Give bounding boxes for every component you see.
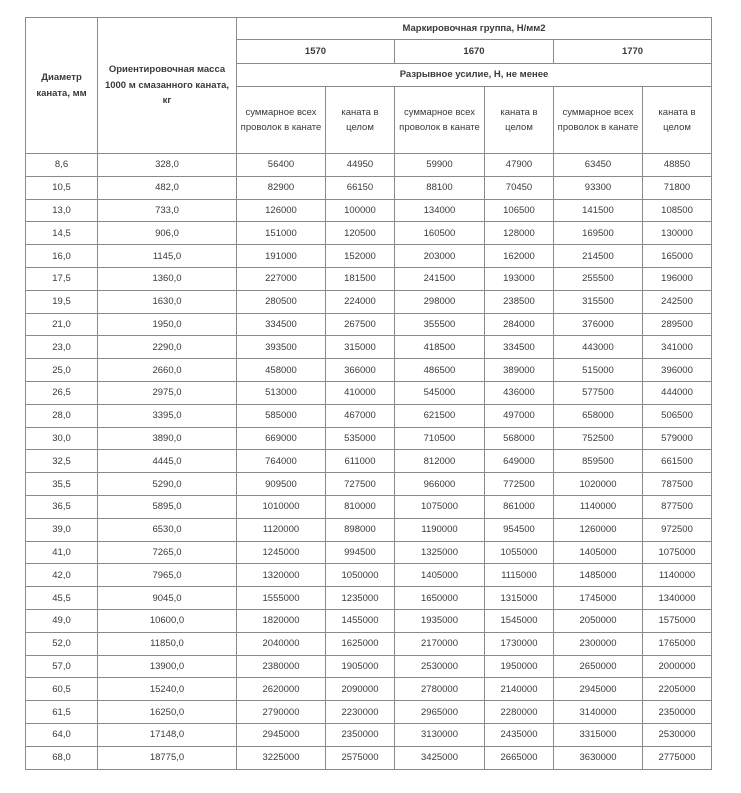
cell-diameter: 45,5: [26, 587, 98, 610]
cell-whole-1570: 2230000: [326, 701, 395, 724]
cell-mass: 10600,0: [98, 609, 237, 632]
cell-whole-1570: 267500: [326, 313, 395, 336]
cell-sum-1770: 255500: [554, 267, 643, 290]
cell-whole-1670: 334500: [485, 336, 554, 359]
cell-diameter: 28,0: [26, 404, 98, 427]
cell-diameter: 32,5: [26, 450, 98, 473]
cell-whole-1570: 898000: [326, 518, 395, 541]
cell-sum-1670: 241500: [395, 267, 485, 290]
cell-sum-1770: 2050000: [554, 609, 643, 632]
cell-whole-1770: 444000: [643, 381, 712, 404]
cell-sum-1670: 621500: [395, 404, 485, 427]
cell-whole-1570: 810000: [326, 495, 395, 518]
cell-diameter: 16,0: [26, 245, 98, 268]
cell-sum-1570: 3225000: [237, 746, 326, 769]
cell-diameter: 57,0: [26, 655, 98, 678]
table-row: [26, 267, 712, 290]
cell-whole-1770: 289500: [643, 313, 712, 336]
cell-sum-1770: 752500: [554, 427, 643, 450]
subheader-whole-rope: каната в целом: [643, 87, 712, 154]
cell-whole-1770: 972500: [643, 518, 712, 541]
subheader-sum-wires: суммарное всех проволок в канате: [395, 87, 485, 154]
table-body: [26, 154, 712, 770]
cell-sum-1670: 418500: [395, 336, 485, 359]
cell-whole-1770: 877500: [643, 495, 712, 518]
rope-specs-table: [25, 17, 712, 770]
cell-diameter: 10,5: [26, 176, 98, 199]
cell-sum-1570: 2620000: [237, 678, 326, 701]
cell-sum-1770: 63450: [554, 154, 643, 177]
cell-sum-1570: 669000: [237, 427, 326, 450]
cell-sum-1770: 577500: [554, 381, 643, 404]
cell-sum-1770: 1260000: [554, 518, 643, 541]
cell-whole-1570: 2575000: [326, 746, 395, 769]
table-row: [26, 678, 712, 701]
cell-whole-1570: 1905000: [326, 655, 395, 678]
cell-sum-1770: 443000: [554, 336, 643, 359]
header-breaking-force: Разрывное усилие, Н, не менее: [237, 64, 712, 87]
cell-mass: 18775,0: [98, 746, 237, 769]
cell-sum-1670: 812000: [395, 450, 485, 473]
cell-whole-1770: 130000: [643, 222, 712, 245]
cell-sum-1570: 1245000: [237, 541, 326, 564]
cell-whole-1670: 2280000: [485, 701, 554, 724]
cell-whole-1770: 1765000: [643, 632, 712, 655]
cell-mass: 9045,0: [98, 587, 237, 610]
table-row: [26, 154, 712, 177]
table-row: [26, 222, 712, 245]
cell-whole-1570: 66150: [326, 176, 395, 199]
cell-diameter: 8,6: [26, 154, 98, 177]
cell-sum-1670: 1650000: [395, 587, 485, 610]
cell-mass: 2290,0: [98, 336, 237, 359]
table-row: [26, 336, 712, 359]
cell-whole-1670: 497000: [485, 404, 554, 427]
cell-sum-1570: 909500: [237, 473, 326, 496]
table-header: [26, 18, 712, 154]
table-row: [26, 427, 712, 450]
table-row: [26, 290, 712, 313]
cell-diameter: 61,5: [26, 701, 98, 724]
cell-whole-1670: 1055000: [485, 541, 554, 564]
cell-sum-1770: 2650000: [554, 655, 643, 678]
cell-sum-1570: 458000: [237, 359, 326, 382]
cell-sum-1570: 151000: [237, 222, 326, 245]
cell-whole-1770: 787500: [643, 473, 712, 496]
subheader-whole-rope: каната в целом: [326, 87, 395, 154]
cell-whole-1770: 242500: [643, 290, 712, 313]
cell-sum-1570: 585000: [237, 404, 326, 427]
cell-sum-1670: 203000: [395, 245, 485, 268]
header-mass: Ориентировочная масса 1000 м смазанного каната, кг: [98, 18, 237, 154]
cell-whole-1770: 1340000: [643, 587, 712, 610]
cell-whole-1570: 535000: [326, 427, 395, 450]
cell-diameter: 42,0: [26, 564, 98, 587]
table-row: [26, 473, 712, 496]
cell-whole-1670: 2665000: [485, 746, 554, 769]
cell-sum-1670: 355500: [395, 313, 485, 336]
cell-whole-1670: 1315000: [485, 587, 554, 610]
cell-sum-1570: 227000: [237, 267, 326, 290]
cell-diameter: 52,0: [26, 632, 98, 655]
cell-sum-1570: 334500: [237, 313, 326, 336]
cell-whole-1570: 727500: [326, 473, 395, 496]
cell-whole-1770: 1140000: [643, 564, 712, 587]
cell-whole-1670: 128000: [485, 222, 554, 245]
table-row: [26, 746, 712, 769]
cell-diameter: 14,5: [26, 222, 98, 245]
cell-sum-1770: 3140000: [554, 701, 643, 724]
cell-sum-1770: 1485000: [554, 564, 643, 587]
cell-mass: 906,0: [98, 222, 237, 245]
header-diameter: Диаметр каната, мм: [26, 18, 98, 154]
cell-whole-1670: 1545000: [485, 609, 554, 632]
cell-whole-1570: 2350000: [326, 723, 395, 746]
cell-sum-1570: 280500: [237, 290, 326, 313]
cell-sum-1670: 298000: [395, 290, 485, 313]
cell-diameter: 19,5: [26, 290, 98, 313]
cell-mass: 1360,0: [98, 267, 237, 290]
cell-whole-1570: 1625000: [326, 632, 395, 655]
cell-diameter: 35,5: [26, 473, 98, 496]
cell-sum-1570: 1120000: [237, 518, 326, 541]
cell-sum-1670: 486500: [395, 359, 485, 382]
cell-sum-1670: 3130000: [395, 723, 485, 746]
cell-sum-1570: 56400: [237, 154, 326, 177]
cell-whole-1770: 2530000: [643, 723, 712, 746]
cell-whole-1570: 181500: [326, 267, 395, 290]
cell-whole-1670: 772500: [485, 473, 554, 496]
header-group-1570: 1570: [237, 40, 395, 64]
cell-sum-1570: 126000: [237, 199, 326, 222]
cell-diameter: 64,0: [26, 723, 98, 746]
cell-diameter: 21,0: [26, 313, 98, 336]
cell-whole-1670: 106500: [485, 199, 554, 222]
cell-diameter: 60,5: [26, 678, 98, 701]
table-row: [26, 199, 712, 222]
table-row: [26, 632, 712, 655]
cell-sum-1770: 315500: [554, 290, 643, 313]
cell-sum-1770: 3630000: [554, 746, 643, 769]
cell-whole-1570: 224000: [326, 290, 395, 313]
cell-diameter: 68,0: [26, 746, 98, 769]
cell-whole-1770: 196000: [643, 267, 712, 290]
cell-sum-1570: 1820000: [237, 609, 326, 632]
cell-whole-1570: 1050000: [326, 564, 395, 587]
cell-whole-1570: 467000: [326, 404, 395, 427]
cell-whole-1670: 2140000: [485, 678, 554, 701]
cell-whole-1770: 48850: [643, 154, 712, 177]
cell-whole-1570: 120500: [326, 222, 395, 245]
cell-whole-1770: 1575000: [643, 609, 712, 632]
cell-sum-1570: 2380000: [237, 655, 326, 678]
table-row: [26, 313, 712, 336]
cell-sum-1570: 1555000: [237, 587, 326, 610]
cell-whole-1570: 366000: [326, 359, 395, 382]
cell-sum-1670: 2170000: [395, 632, 485, 655]
table-row: [26, 723, 712, 746]
cell-whole-1670: 70450: [485, 176, 554, 199]
cell-sum-1770: 859500: [554, 450, 643, 473]
cell-sum-1570: 764000: [237, 450, 326, 473]
cell-mass: 4445,0: [98, 450, 237, 473]
cell-whole-1570: 152000: [326, 245, 395, 268]
cell-whole-1670: 162000: [485, 245, 554, 268]
cell-whole-1570: 410000: [326, 381, 395, 404]
cell-mass: 17148,0: [98, 723, 237, 746]
table-row: [26, 518, 712, 541]
cell-mass: 1145,0: [98, 245, 237, 268]
cell-whole-1770: 2350000: [643, 701, 712, 724]
cell-mass: 16250,0: [98, 701, 237, 724]
cell-mass: 7265,0: [98, 541, 237, 564]
cell-sum-1570: 2790000: [237, 701, 326, 724]
cell-whole-1570: 44950: [326, 154, 395, 177]
cell-sum-1570: 1010000: [237, 495, 326, 518]
cell-whole-1670: 238500: [485, 290, 554, 313]
cell-whole-1670: 436000: [485, 381, 554, 404]
cell-diameter: 49,0: [26, 609, 98, 632]
cell-whole-1670: 284000: [485, 313, 554, 336]
cell-mass: 1950,0: [98, 313, 237, 336]
cell-sum-1670: 160500: [395, 222, 485, 245]
cell-diameter: 36,5: [26, 495, 98, 518]
cell-whole-1770: 108500: [643, 199, 712, 222]
cell-diameter: 13,0: [26, 199, 98, 222]
cell-whole-1770: 579000: [643, 427, 712, 450]
cell-mass: 15240,0: [98, 678, 237, 701]
cell-whole-1770: 1075000: [643, 541, 712, 564]
cell-whole-1670: 568000: [485, 427, 554, 450]
cell-whole-1670: 954500: [485, 518, 554, 541]
cell-sum-1670: 59900: [395, 154, 485, 177]
cell-mass: 5290,0: [98, 473, 237, 496]
cell-whole-1770: 165000: [643, 245, 712, 268]
cell-mass: 3890,0: [98, 427, 237, 450]
cell-diameter: 41,0: [26, 541, 98, 564]
cell-sum-1770: 376000: [554, 313, 643, 336]
cell-whole-1570: 315000: [326, 336, 395, 359]
cell-mass: 7965,0: [98, 564, 237, 587]
cell-sum-1670: 710500: [395, 427, 485, 450]
table-row: [26, 404, 712, 427]
cell-sum-1770: 1405000: [554, 541, 643, 564]
cell-whole-1770: 2205000: [643, 678, 712, 701]
cell-sum-1570: 2040000: [237, 632, 326, 655]
cell-sum-1570: 82900: [237, 176, 326, 199]
cell-mass: 5895,0: [98, 495, 237, 518]
cell-whole-1670: 47900: [485, 154, 554, 177]
cell-whole-1570: 611000: [326, 450, 395, 473]
cell-whole-1670: 389000: [485, 359, 554, 382]
cell-whole-1570: 994500: [326, 541, 395, 564]
cell-sum-1770: 515000: [554, 359, 643, 382]
cell-sum-1670: 2965000: [395, 701, 485, 724]
cell-whole-1770: 2000000: [643, 655, 712, 678]
table-row: [26, 176, 712, 199]
cell-whole-1670: 193000: [485, 267, 554, 290]
table-row: [26, 381, 712, 404]
cell-sum-1770: 141500: [554, 199, 643, 222]
cell-whole-1670: 1950000: [485, 655, 554, 678]
cell-diameter: 39,0: [26, 518, 98, 541]
cell-sum-1670: 2530000: [395, 655, 485, 678]
cell-diameter: 23,0: [26, 336, 98, 359]
cell-whole-1770: 506500: [643, 404, 712, 427]
cell-sum-1670: 88100: [395, 176, 485, 199]
table-row: [26, 655, 712, 678]
cell-mass: 733,0: [98, 199, 237, 222]
cell-mass: 1630,0: [98, 290, 237, 313]
table-row: [26, 359, 712, 382]
cell-sum-1670: 1935000: [395, 609, 485, 632]
cell-mass: 2975,0: [98, 381, 237, 404]
header-group-1770: 1770: [554, 40, 712, 64]
cell-sum-1770: 658000: [554, 404, 643, 427]
cell-sum-1770: 1140000: [554, 495, 643, 518]
cell-whole-1670: 861000: [485, 495, 554, 518]
cell-sum-1570: 191000: [237, 245, 326, 268]
subheader-sum-wires: суммарное всех проволок в канате: [554, 87, 643, 154]
cell-whole-1770: 661500: [643, 450, 712, 473]
cell-whole-1770: 341000: [643, 336, 712, 359]
cell-whole-1770: 2775000: [643, 746, 712, 769]
cell-whole-1570: 1455000: [326, 609, 395, 632]
cell-sum-1570: 2945000: [237, 723, 326, 746]
table-row: [26, 701, 712, 724]
cell-sum-1770: 3315000: [554, 723, 643, 746]
cell-whole-1670: 1730000: [485, 632, 554, 655]
cell-diameter: 26,5: [26, 381, 98, 404]
cell-sum-1770: 1020000: [554, 473, 643, 496]
header-marking-group: Маркировочная группа, Н/мм2: [237, 18, 712, 40]
cell-sum-1670: 1190000: [395, 518, 485, 541]
cell-whole-1670: 2435000: [485, 723, 554, 746]
cell-sum-1670: 2780000: [395, 678, 485, 701]
cell-mass: 328,0: [98, 154, 237, 177]
cell-sum-1670: 966000: [395, 473, 485, 496]
table-row: [26, 587, 712, 610]
cell-whole-1770: 71800: [643, 176, 712, 199]
cell-sum-1570: 393500: [237, 336, 326, 359]
cell-sum-1570: 1320000: [237, 564, 326, 587]
cell-whole-1570: 100000: [326, 199, 395, 222]
cell-diameter: 30,0: [26, 427, 98, 450]
cell-whole-1570: 2090000: [326, 678, 395, 701]
table-row: [26, 245, 712, 268]
cell-whole-1670: 649000: [485, 450, 554, 473]
cell-mass: 3395,0: [98, 404, 237, 427]
table-row: [26, 450, 712, 473]
cell-sum-1670: 134000: [395, 199, 485, 222]
header-group-1670: 1670: [395, 40, 554, 64]
cell-mass: 13900,0: [98, 655, 237, 678]
table-row: [26, 495, 712, 518]
table-row: [26, 541, 712, 564]
cell-mass: 11850,0: [98, 632, 237, 655]
cell-sum-1770: 2300000: [554, 632, 643, 655]
cell-diameter: 25,0: [26, 359, 98, 382]
subheader-sum-wires: суммарное всех проволок в канате: [237, 87, 326, 154]
cell-sum-1570: 513000: [237, 381, 326, 404]
cell-whole-1570: 1235000: [326, 587, 395, 610]
table-row: [26, 609, 712, 632]
cell-whole-1770: 396000: [643, 359, 712, 382]
cell-sum-1670: 1075000: [395, 495, 485, 518]
table-row: [26, 564, 712, 587]
cell-sum-1770: 1745000: [554, 587, 643, 610]
cell-sum-1670: 3425000: [395, 746, 485, 769]
cell-sum-1770: 169500: [554, 222, 643, 245]
cell-sum-1670: 1405000: [395, 564, 485, 587]
subheader-whole-rope: каната в целом: [485, 87, 554, 154]
cell-diameter: 17,5: [26, 267, 98, 290]
cell-mass: 482,0: [98, 176, 237, 199]
cell-mass: 6530,0: [98, 518, 237, 541]
cell-sum-1770: 2945000: [554, 678, 643, 701]
cell-sum-1670: 545000: [395, 381, 485, 404]
cell-sum-1670: 1325000: [395, 541, 485, 564]
cell-mass: 2660,0: [98, 359, 237, 382]
cell-sum-1770: 214500: [554, 245, 643, 268]
cell-whole-1670: 1115000: [485, 564, 554, 587]
cell-sum-1770: 93300: [554, 176, 643, 199]
